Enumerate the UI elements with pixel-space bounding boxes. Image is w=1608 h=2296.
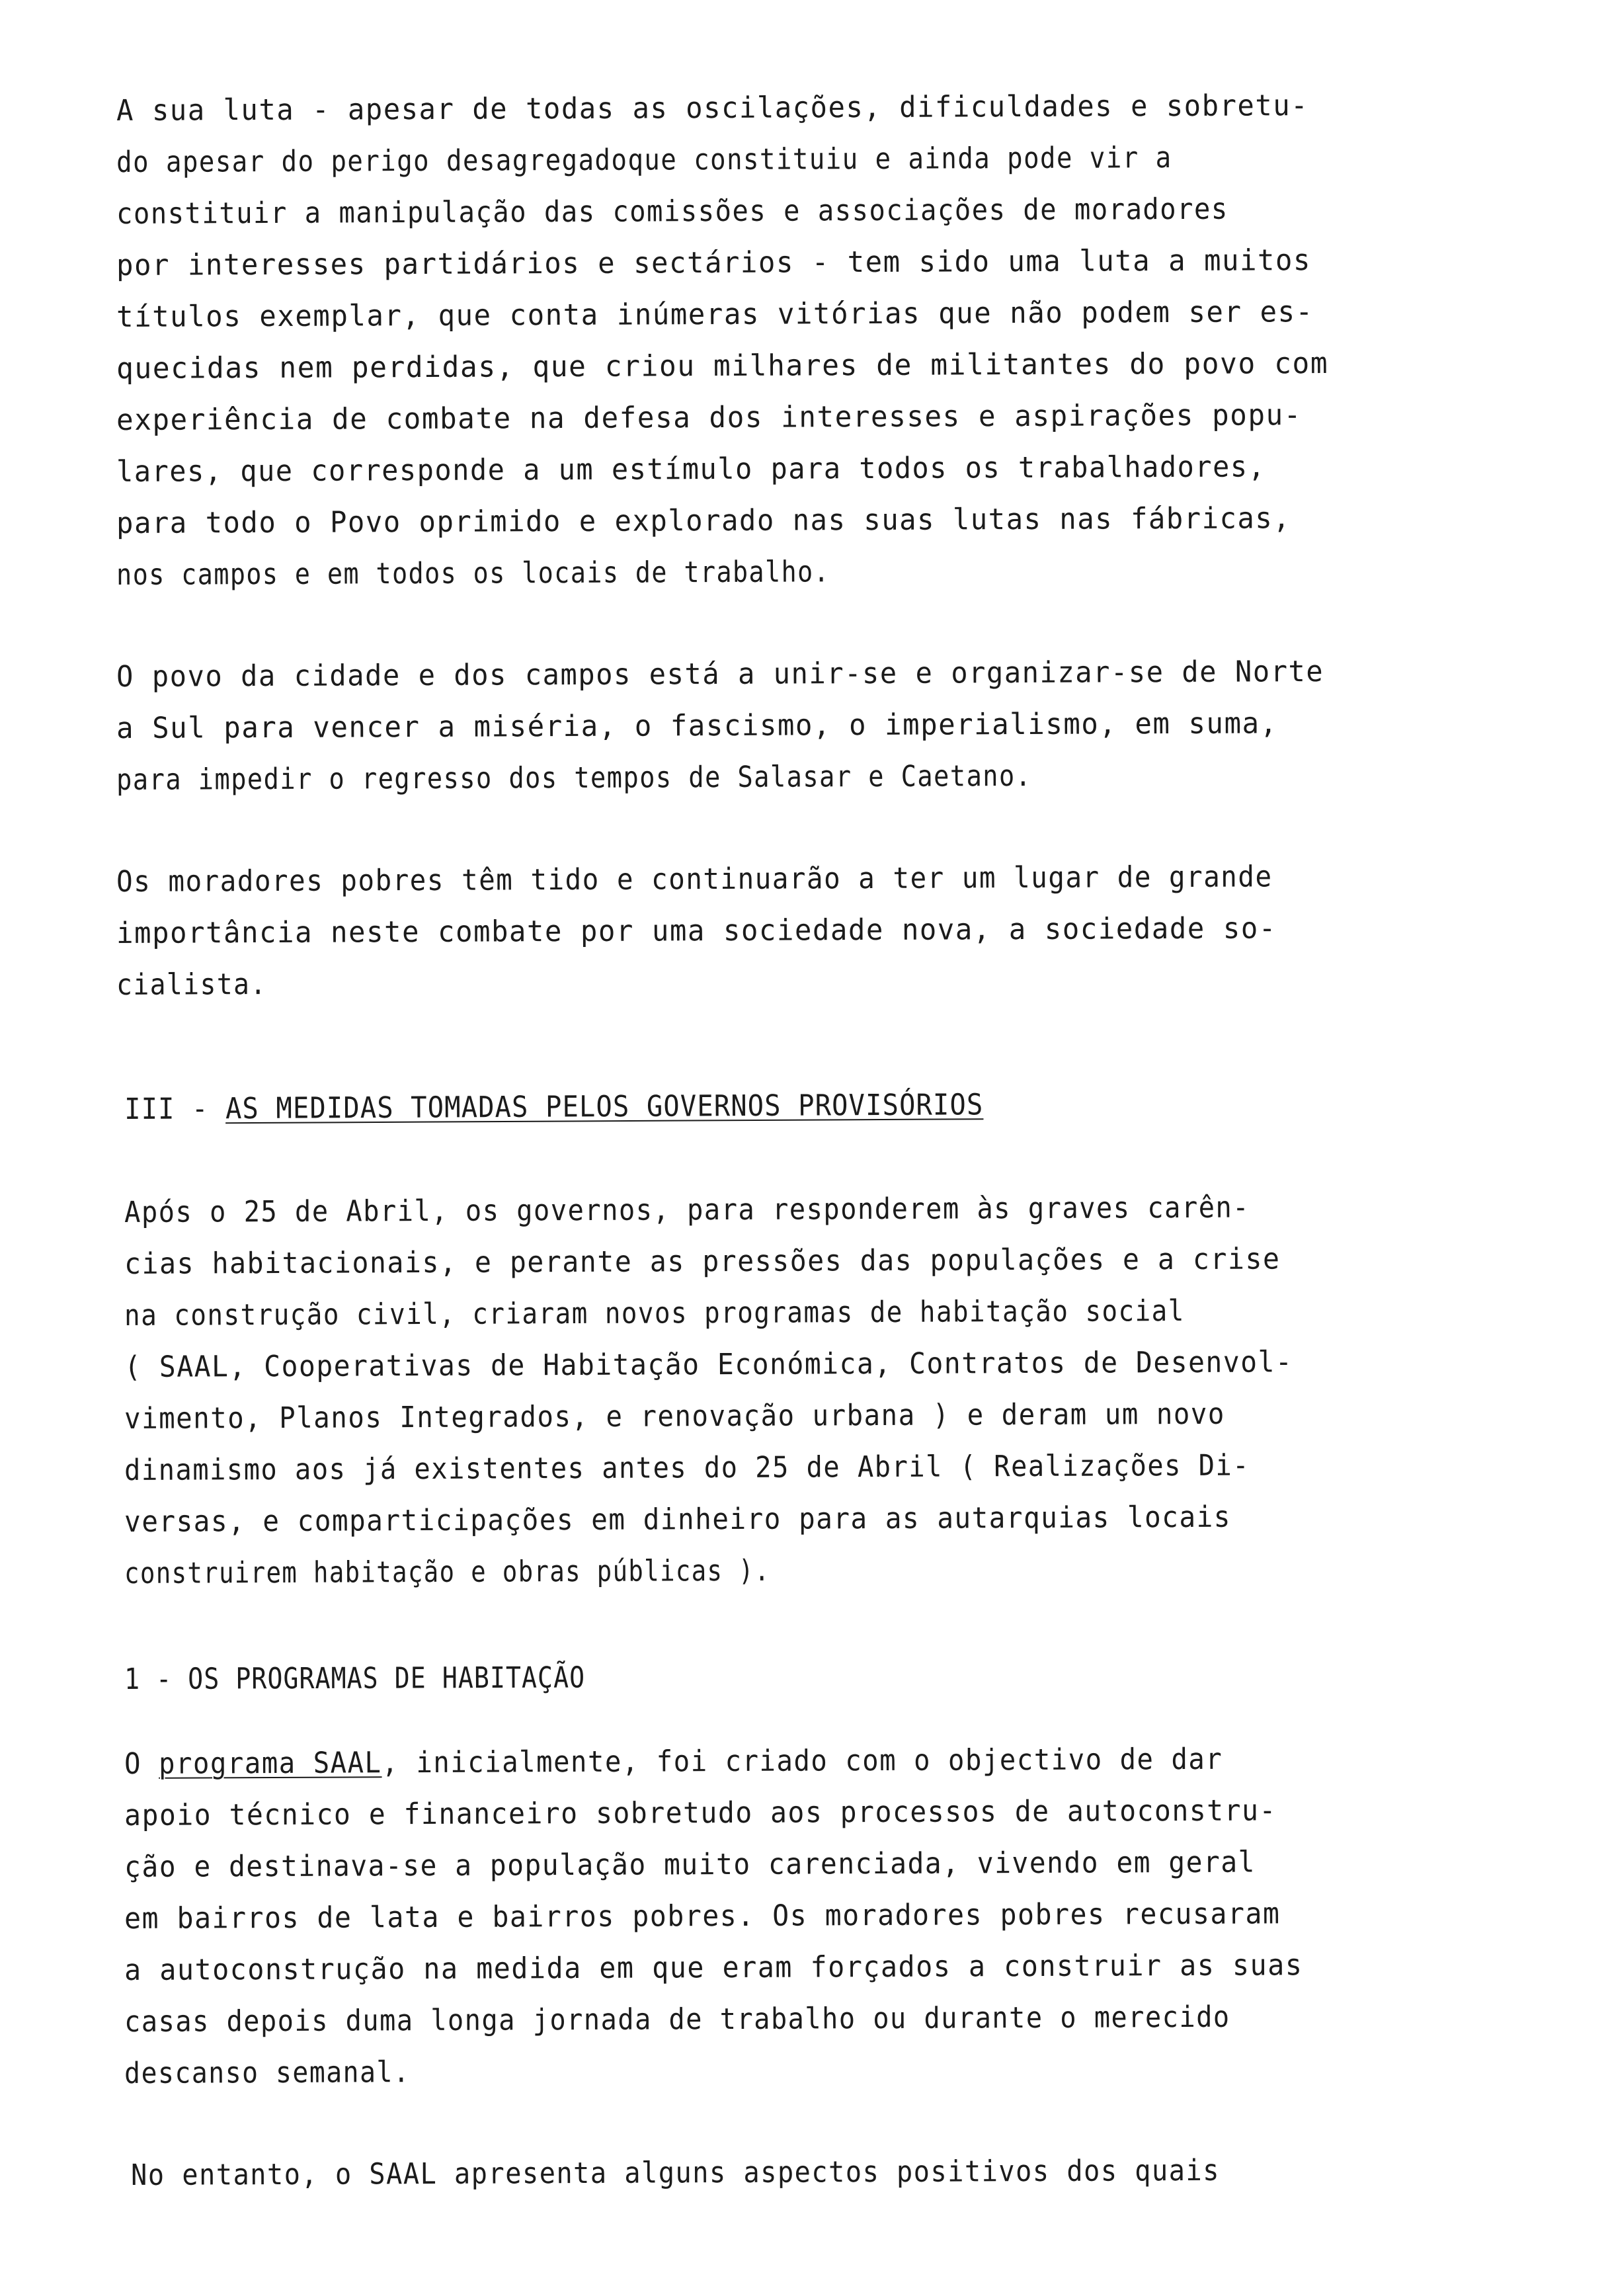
text-line: Após o 25 de Abril, os governos, para responderem às graves carên- [124,1190,1250,1229]
text-line: por interesses partidários e sectários - tem sido uma luta a muitos [116,243,1311,282]
text-line: a Sul para vencer a miséria, o fascismo, o imperialismo, em suma, [116,706,1278,745]
text-line: do apesar do perigo desagregadoque constituiu e ainda pode vir a [116,141,1172,179]
section-heading-line [124,1086,984,1128]
text-line: descanso semanal. [124,2055,411,2090]
text-line: versas, e comparticipações em dinheiro para as autarquias locais [124,1500,1231,1539]
text-line: constituir a manipulação das comissões e associações de moradores [116,192,1228,231]
text-line: Os moradores pobres têm tido e continuarão a ter um lugar de grande [116,860,1273,899]
text-line: ção e destinava-se a população muito carenciada, vivendo em geral [124,1845,1256,1884]
text-line: cialista. [116,967,267,1002]
text-line: em bairros de lata e bairros pobres. Os moradores pobres recusaram [124,1897,1281,1936]
subsection-title: 1 - OS PROGRAMAS DE HABITAÇÃO [124,1660,586,1696]
line-prefix: O [124,1746,159,1781]
text-line: experiência de combate na defesa dos interesses e aspirações popu- [116,398,1303,437]
line-rest: , inicialmente, foi criado com o objectivo de dar [382,1742,1223,1780]
text-line: apoio técnico e financeiro sobretudo aos processos de autoconstru- [124,1793,1277,1832]
text-line: nos campos e em todos os locais de trabalho. [116,555,830,592]
text-line: para impedir o regresso dos tempos de Salasar e Caetano. [116,758,1032,797]
text-line: dinamismo aos já existentes antes do 25 de Abril ( Realizações Di- [124,1448,1250,1487]
text-line: ( SAAL, Cooperativas de Habitação Económica, Contratos de Desenvol- [124,1345,1293,1384]
text-line: A sua luta - apesar de todas as oscilações, dificuldades e sobretu- [116,89,1309,128]
section-title: AS MEDIDAS TOMADAS PELOS GOVERNOS PROVISÓRIOS [225,1088,984,1126]
text-line: a autoconstrução na medida em que eram forçados a construir as suas [124,1948,1303,1987]
text-line: construirem habitação e obras públicas ). [124,1553,770,1590]
text-line: na construção civil, criaram novos programas de habitação social [124,1294,1185,1332]
section-number: III - [124,1092,226,1126]
text-line: cias habitacionais, e perante as pressões das populações e a crise [124,1242,1281,1281]
text-line: vimento, Planos Integrados, e renovação urbana ) e deram um novo [124,1397,1225,1436]
text-line: quecidas nem perdidas, que criou milhares de militantes do povo com [116,347,1329,386]
text-line [124,1741,1223,1783]
text-line: títulos exemplar, que conta inúmeras vitórias que não podem ser es- [116,295,1314,334]
text-line: para todo o Povo oprimido e explorado nas suas lutas nas fábricas, [116,501,1291,540]
text-line: No entanto, o SAAL apresenta alguns aspectos positivos dos quais [131,2153,1220,2192]
text-line: casas depois duma longa jornada de trabalho ou durante o merecido [124,2000,1230,2039]
text-line: O povo da cidade e dos campos está a unir-se e organizar-se de Norte [116,655,1324,694]
text-line: lares, que corresponde a um estímulo para todos os trabalhadores, [116,450,1266,489]
text-line: importância neste combate por uma sociedade nova, a sociedade so- [116,911,1277,950]
program-name: programa SAAL [158,1746,382,1781]
